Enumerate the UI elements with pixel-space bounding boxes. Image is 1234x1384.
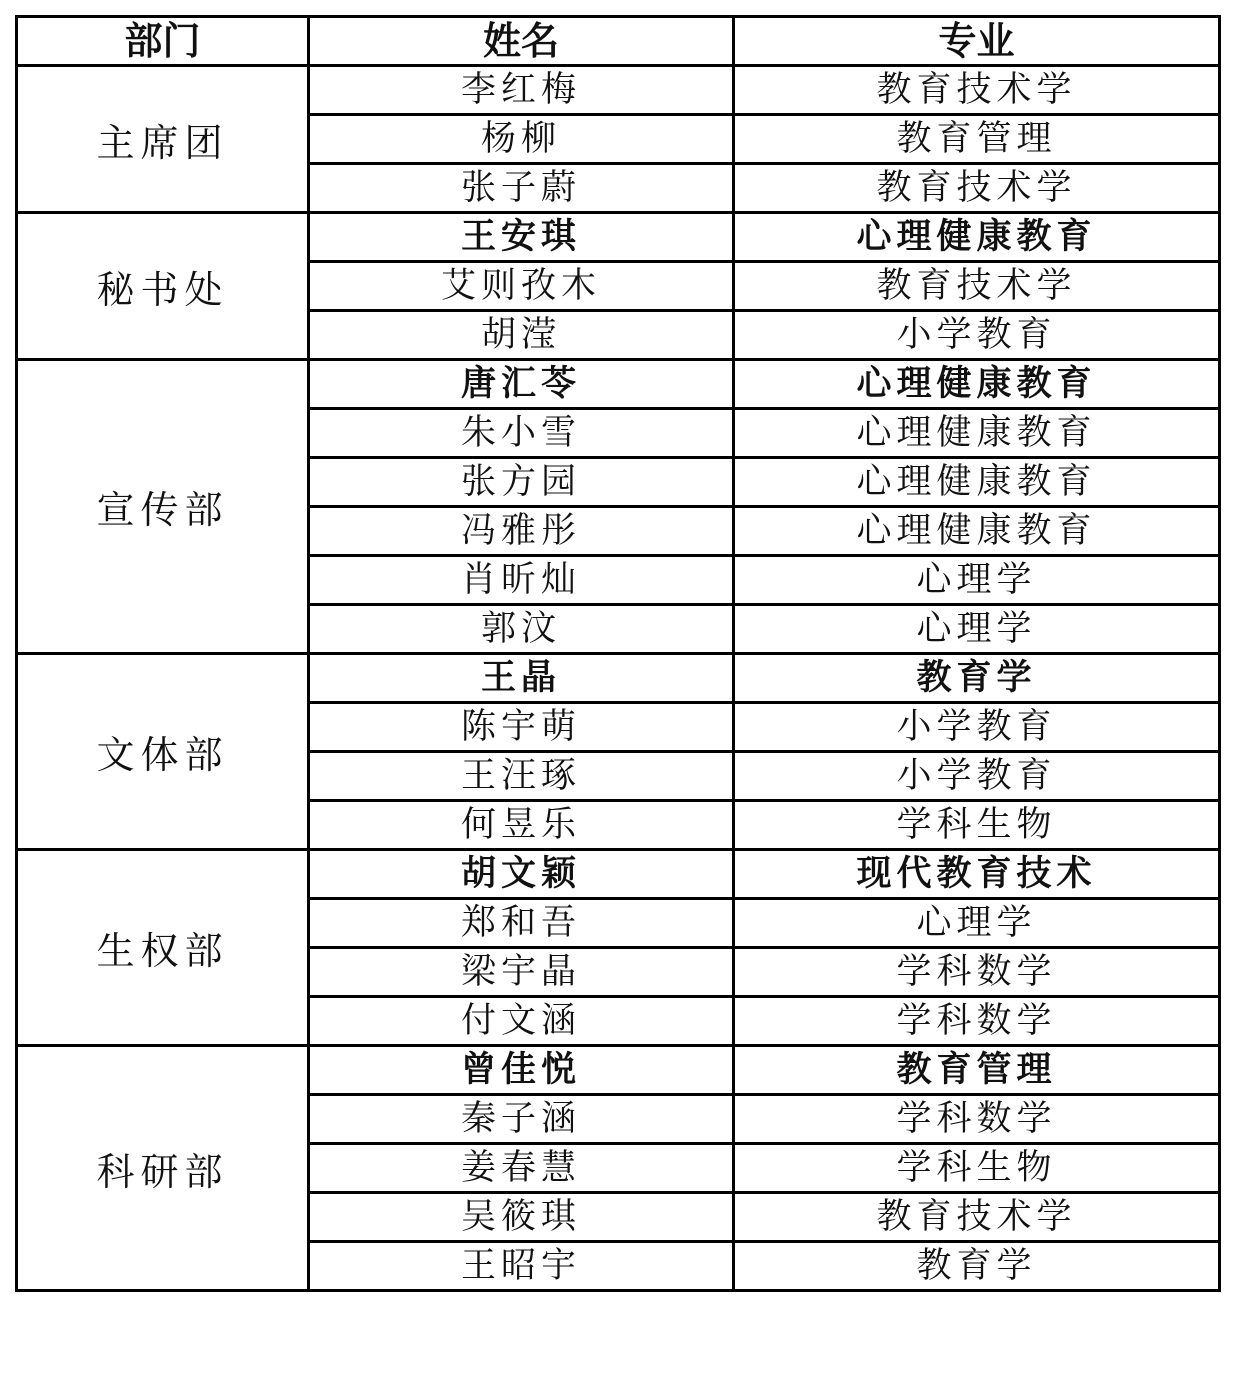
member-name-cell: 曾佳悦	[309, 1046, 734, 1095]
table-row	[17, 66, 1220, 115]
member-major-cell: 心理健康教育	[734, 213, 1220, 262]
department-cell: 科研部	[17, 1046, 309, 1291]
member-major-cell: 教育学	[734, 654, 1220, 703]
member-name-cell: 梁宇晶	[309, 948, 734, 997]
member-major-cell: 教育技术学	[734, 164, 1220, 213]
member-name-cell: 李红梅	[309, 66, 734, 115]
department-cell: 秘书处	[17, 213, 309, 360]
table-row	[17, 654, 1220, 703]
member-major-cell: 教育管理	[734, 115, 1220, 164]
member-major-cell: 心理健康教育	[734, 458, 1220, 507]
member-major-cell: 学科数学	[734, 1095, 1220, 1144]
member-major-cell: 心理健康教育	[734, 507, 1220, 556]
header-name: 姓名	[309, 17, 734, 66]
member-major-cell: 小学教育	[734, 752, 1220, 801]
department-roster-table	[15, 15, 1221, 1292]
member-major-cell: 心理学	[734, 899, 1220, 948]
member-major-cell: 小学教育	[734, 703, 1220, 752]
table-row	[17, 360, 1220, 409]
member-major-cell: 现代教育技术	[734, 850, 1220, 899]
member-name-cell: 吴筱琪	[309, 1193, 734, 1242]
member-major-cell: 教育技术学	[734, 66, 1220, 115]
member-name-cell: 冯雅彤	[309, 507, 734, 556]
member-major-cell: 学科数学	[734, 997, 1220, 1046]
member-name-cell: 陈宇萌	[309, 703, 734, 752]
member-name-cell: 唐汇苓	[309, 360, 734, 409]
member-name-cell: 王汪琢	[309, 752, 734, 801]
member-major-cell: 教育学	[734, 1242, 1220, 1291]
department-cell: 生权部	[17, 850, 309, 1046]
member-name-cell: 秦子涵	[309, 1095, 734, 1144]
member-name-cell: 郑和吾	[309, 899, 734, 948]
member-name-cell: 郭汶	[309, 605, 734, 654]
roster-body	[17, 66, 1220, 1291]
member-major-cell: 学科生物	[734, 1144, 1220, 1193]
table-row	[17, 1046, 1220, 1095]
header-dept: 部门	[17, 17, 309, 66]
member-major-cell: 心理健康教育	[734, 360, 1220, 409]
member-name-cell: 肖昕灿	[309, 556, 734, 605]
member-name-cell: 姜春慧	[309, 1144, 734, 1193]
member-major-cell: 心理学	[734, 605, 1220, 654]
header-major: 专业	[734, 17, 1220, 66]
member-major-cell: 小学教育	[734, 311, 1220, 360]
member-name-cell: 王安琪	[309, 213, 734, 262]
department-cell: 文体部	[17, 654, 309, 850]
member-major-cell: 学科生物	[734, 801, 1220, 850]
member-name-cell: 杨柳	[309, 115, 734, 164]
member-major-cell: 学科数学	[734, 948, 1220, 997]
member-name-cell: 张方园	[309, 458, 734, 507]
member-name-cell: 艾则孜木	[309, 262, 734, 311]
member-name-cell: 胡滢	[309, 311, 734, 360]
member-name-cell: 王晶	[309, 654, 734, 703]
header-row	[17, 17, 1220, 66]
member-name-cell: 何昱乐	[309, 801, 734, 850]
member-major-cell: 教育技术学	[734, 1193, 1220, 1242]
table-row	[17, 213, 1220, 262]
member-name-cell: 付文涵	[309, 997, 734, 1046]
member-major-cell: 心理学	[734, 556, 1220, 605]
member-major-cell: 教育管理	[734, 1046, 1220, 1095]
member-name-cell: 王昭宇	[309, 1242, 734, 1291]
member-name-cell: 胡文颖	[309, 850, 734, 899]
department-cell: 主席团	[17, 66, 309, 213]
member-major-cell: 教育技术学	[734, 262, 1220, 311]
department-cell: 宣传部	[17, 360, 309, 654]
member-name-cell: 张子蔚	[309, 164, 734, 213]
table-row	[17, 850, 1220, 899]
member-major-cell: 心理健康教育	[734, 409, 1220, 458]
member-name-cell: 朱小雪	[309, 409, 734, 458]
